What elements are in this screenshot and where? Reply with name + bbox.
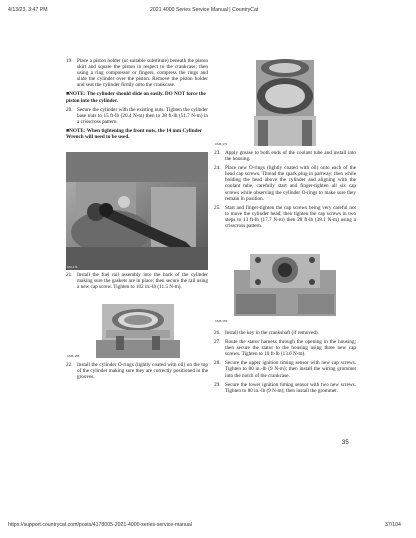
- page-number: 35: [342, 440, 349, 446]
- step-number: 19.: [66, 58, 73, 64]
- figure-cylinder-wrench: [66, 152, 208, 270]
- left-column-top: [66, 58, 208, 143]
- print-url: https://support.countrycat.com/posts/4178005-2021-4000-series-service-manual: [8, 522, 192, 528]
- left-column-bottom: [66, 362, 208, 380]
- figure-caption-cm171: CM-171: [67, 265, 78, 269]
- note-cylinder-wrench: ■NOTE: When tightening the front nuts, the 14 mm Cylinder Wrench will need to be used.: [66, 127, 203, 141]
- step-number: 24.: [214, 165, 221, 172]
- figure-caption-cm6-172: CM6-172: [215, 142, 228, 146]
- step-27: [214, 339, 356, 357]
- step-text: Secure the lower ignition timing sensor with two new screws. Tighten to 80 in.-lb (9 N-m); then install the grommet.: [225, 381, 356, 394]
- step-text: Route the stator harness through the opening in the housing; then secure the stator to the housing using three new cap screws. Tighten to 10 ft-lb (13.6 N-m).: [225, 339, 356, 358]
- step-number: 21.: [66, 272, 73, 278]
- step-19: [66, 58, 208, 88]
- step-number: 25.: [214, 204, 221, 211]
- figure-caption-cm6-155: CM6-155: [67, 354, 80, 358]
- figure-coolant-tube: [214, 58, 356, 146]
- note-cylinder-slide: ■NOTE: The cylinder should slide on easily. DO NOT force the piston into the cylinder.: [66, 91, 206, 104]
- step-text: Place new O-rings (lightly coated with oil) onto each of the head cap screws. Thread the spark plug in partway; then while holding the head above the cylinder and aligning with the coolant tube, carefully start and finger-tighten all six cap screws while observing the cylinder O-rings to make sure they remain in position.: [225, 165, 356, 202]
- step-text: Install the fuel rail assembly into the back of the cylinder making sure the gaskets are in place; then secure the rail using a new cap screw. Tighten to 102 in.-lb (11.5 N-m).: [77, 272, 208, 291]
- step-text: Apply grease to both ends of the coolant tube and install into the housing.: [225, 150, 356, 163]
- step-25: [214, 205, 356, 229]
- figure-cylinder-orings: [66, 300, 208, 358]
- step-text: Start and finger-tighten the cap screws being very careful not to move the cylinder head; then tighten the cap screws in two steps to 13 ft-lb (17.7 N-m) then 28 ft-lb (38.1 N-m) using a crisscross pattern.: [225, 204, 356, 230]
- step-number: 22.: [66, 362, 73, 368]
- cylinder-coolant-photo: [214, 58, 356, 146]
- right-column-bottom: [214, 330, 356, 394]
- left-column-mid: [66, 272, 208, 290]
- step-21: [66, 272, 208, 290]
- step-text: Install the cylinder O-rings (lightly coated with oil) on the top of the cylinder making sure they are correctly positioned in the grooves.: [77, 362, 208, 381]
- right-column-top: [214, 150, 356, 229]
- step-number: 20.: [66, 106, 73, 113]
- step-28: [214, 360, 356, 378]
- step-26: [214, 330, 356, 336]
- step-22: [66, 362, 208, 380]
- step-text: Secure the cylinder with the existing nuts. Tighten the cylinder base nuts to 15 ft-lb (20.4 N-m) then to 38 ft-lb (51.7 N-m) in a crisscross pattern.: [77, 106, 208, 125]
- print-page-count: 37/104: [385, 522, 401, 528]
- figure-caption-cm6-153: CM6-153: [215, 319, 228, 323]
- step-24: [214, 165, 356, 202]
- step-text: Place a piston holder (or suitable substitute) beneath the piston skirt and square the piston in respect to the crankcase; then using a ring compressor or fingers, compress the rings and slide the cylinder over the piston. Remove the piston holder and seat the cylinder firmly onto the crankcase.: [77, 58, 208, 89]
- step-text: Install the key in the crankshaft (if removed).: [225, 330, 319, 336]
- step-20: [66, 107, 208, 125]
- cylinder-top-photo: [66, 300, 208, 358]
- step-number: 28.: [214, 360, 221, 367]
- step-23: [214, 150, 356, 162]
- cylinder-wrench-photo: [66, 152, 208, 270]
- print-datetime: 4/13/23, 3:47 PM: [8, 7, 48, 13]
- step-number: 29.: [214, 381, 221, 388]
- cylinder-head-photo: [214, 250, 356, 322]
- step-number: 27.: [214, 339, 221, 346]
- step-number: 23.: [214, 150, 221, 156]
- step-text: Secure the upper ignition timing sensor with new cap screws. Tighten to 80 in.-lb (9 N-m); then install the wiring grommet into the notch of the crankcase.: [225, 360, 356, 379]
- print-title: 2021 4000 Series Service Manual | CountryCat: [150, 7, 259, 13]
- step-number: 26.: [214, 330, 221, 336]
- step-29: [214, 382, 356, 394]
- figure-cylinder-head: [214, 250, 356, 322]
